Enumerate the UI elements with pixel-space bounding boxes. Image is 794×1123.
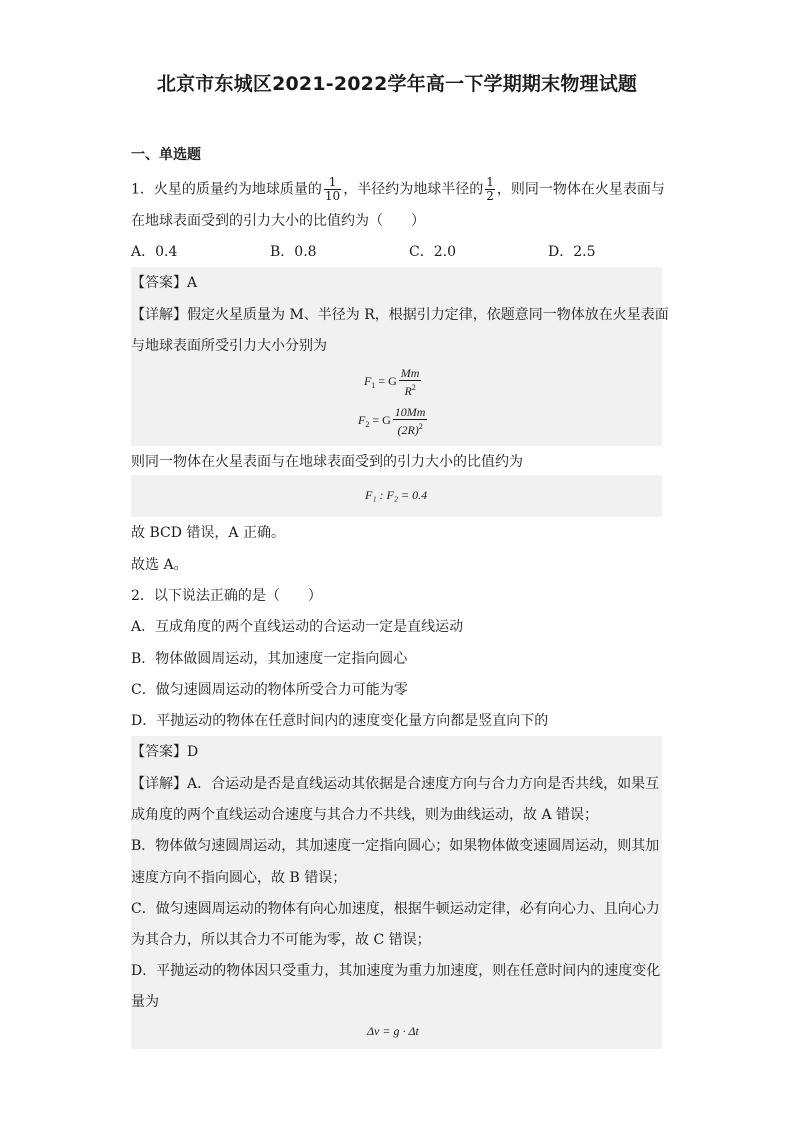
q2-option-d: D．平抛运动的物体在任意时间内的速度变化量方向都是竖直向下的 xyxy=(131,713,549,729)
q2-detail-line2: 成角度的两个直线运动合速度与其合力不共线，则为曲线运动，故 A 错误； xyxy=(131,807,599,823)
q1-stem-line2: 在地球表面受到的引力大小的比值约为（ ） xyxy=(131,213,425,229)
q1-stem-b: ，半径约为地球半径的 xyxy=(343,181,484,198)
q2-detail-line3: B．物体做匀速圆周运动，其加速度一定指向圆心；如果物体做变速圆周运动，则其加 xyxy=(131,838,660,854)
q1-detail-line1: 【详解】假定火星质量为 M、半径为 R，根据引力定律，依题意同一物体放在火星表面 xyxy=(131,307,669,323)
q2-detail-line4: 速度方向不指向圆心，故 B 错误； xyxy=(131,870,347,886)
q1-option-b: B．0.8 xyxy=(270,244,317,260)
section-heading: 一、单选题 xyxy=(131,147,201,163)
q2-stem: 2．以下说法正确的是（ ） xyxy=(131,588,322,604)
q2-option-c: C．做匀速圆周运动的物体所受合力可能为零 xyxy=(131,682,408,698)
q1-stem-c: ，则同一物体在火星表面与 xyxy=(496,181,665,198)
equation-f1: $F_1 = G$ $\frac{Mm}{R^2}$ xyxy=(364,366,420,398)
q2-detail-line8: 量为 xyxy=(131,994,159,1010)
q1-conclusion2: 故选 A。 xyxy=(131,557,188,573)
q1-stem-line1 xyxy=(131,176,665,203)
fraction-one-half: $\frac{1}{2}$ xyxy=(486,175,494,203)
q1-detail-line3: 则同一物体在火星表面与在地球表面受到的引力大小的比值约为 xyxy=(131,454,523,470)
equation-f2: $F_2 = G$ $\frac{10Mm}{(2R)^2}$ xyxy=(358,405,426,437)
q2-detail-line1: 【详解】A．合运动是否是直线运动其依据是合速度方向与合力方向是否共线，如果互 xyxy=(131,776,660,792)
equation-delta-v: Δv = g · Δt xyxy=(367,1024,419,1038)
q2-answer: 【答案】D xyxy=(131,744,199,760)
q1-option-c: C．2.0 xyxy=(409,244,456,260)
q1-stem-a: 1．火星的质量约为地球质量的 xyxy=(131,181,322,198)
q2-option-b: B．物体做圆周运动，其加速度一定指向圆心 xyxy=(131,651,408,667)
q1-conclusion1: 故 BCD 错误，A 正确。 xyxy=(131,525,285,541)
q2-option-a: A．互成角度的两个直线运动的合运动一定是直线运动 xyxy=(131,619,464,635)
q1-answer: 【答案】A xyxy=(131,275,198,291)
q1-option-a: A．0.4 xyxy=(131,244,178,260)
q1-detail-line2: 与地球表面所受引力大小分别为 xyxy=(131,338,327,354)
q2-detail-line5: C．做匀速圆周运动的物体有向心加速度，根据牛顿运动定律，必有向心力、且向心力 xyxy=(131,901,660,917)
q2-detail-line6: 为其合力，所以其合力不可能为零，故 C 错误； xyxy=(131,932,431,948)
page-title: 北京市东城区2021-2022学年高一下学期期末物理试题 xyxy=(156,73,638,95)
equation-ratio: F₁ : F₂ = 0.4 xyxy=(365,488,428,502)
q2-detail-line7: D．平抛运动的物体因只受重力，其加速度为重力加速度，则在任意时间内的速度变化 xyxy=(131,963,661,979)
q1-option-d: D．2.5 xyxy=(548,244,596,260)
fraction-one-tenth: $\frac{1}{10}$ xyxy=(324,175,341,203)
